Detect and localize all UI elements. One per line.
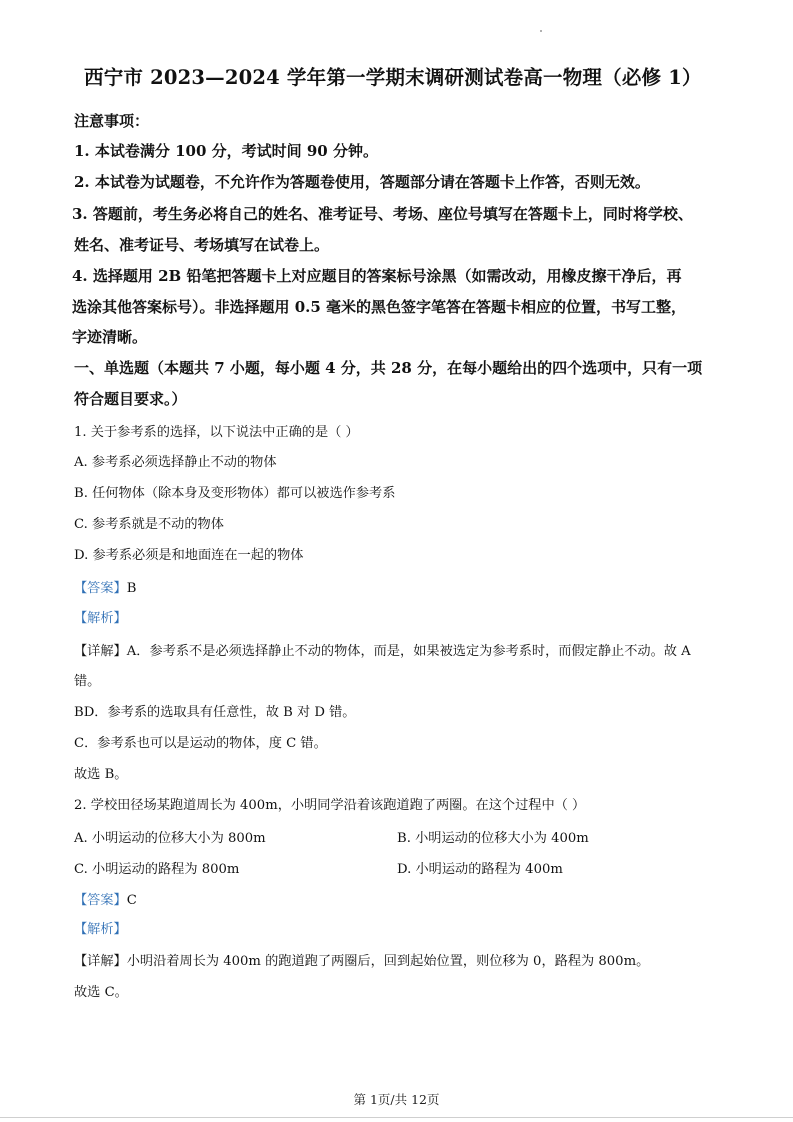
q2-detail-2: 故选 C。 (74, 985, 128, 1000)
q2-option-a: A. 小明运动的位移大小为 800m (74, 831, 266, 846)
q1-option-b: B. 任何物体（除本身及变形物体）都可以被选作参考系 (74, 486, 396, 501)
q1-stem: 1. 关于参考系的选择，以下说法中正确的是（ ） (74, 425, 359, 440)
notice-heading: 注意事项： (74, 112, 150, 130)
q1-detail-4: C．参考系也可以是运动的物体，度 C 错。 (74, 736, 327, 751)
q2-analysis-label: 【解析】 (74, 922, 127, 937)
q2-option-d: D. 小明运动的路程为 400m (397, 862, 563, 877)
section-heading-cont: 符合题目要求。） (74, 390, 187, 408)
q2-answer (74, 889, 137, 908)
notice-item-3-cont: 姓名、准考证号、考场填写在试卷上。 (74, 236, 330, 254)
q1-detail-3: BD．参考系的选取具有任意性，故 B 对 D 错。 (74, 705, 356, 720)
q2-answer-label: 【答案】 (74, 893, 127, 908)
q1-answer (74, 577, 136, 596)
notice-item-2: 2. 本试卷为试题卷，不允许作为答题卷使用，答题部分请在答题卡上作答，否则无效。 (74, 173, 650, 191)
q1-answer-label: 【答案】 (74, 581, 127, 596)
notice-item-3: 3. 答题前，考生务必将自己的姓名、准考证号、考场、座位号填写在答题卡上，同时将学校、 (72, 205, 693, 223)
q2-option-b: B. 小明运动的位移大小为 400m (397, 831, 589, 846)
page-title: 西宁市 2023—2024 学年第一学期末调研测试卷高一物理（必修 1） (84, 66, 702, 89)
q1-analysis-label: 【解析】 (74, 611, 127, 626)
q2-option-c: C. 小明运动的路程为 800m (74, 862, 240, 877)
q2-answer-value: C (126, 893, 137, 908)
notice-item-1: 1. 本试卷满分 100 分，考试时间 90 分钟。 (74, 142, 378, 160)
q1-option-c: C. 参考系就是不动的物体 (74, 517, 224, 532)
page-footer: 第 1页/共 12页 (353, 1092, 440, 1107)
q1-answer-value: B (126, 581, 137, 596)
footer-divider (0, 1117, 793, 1118)
notice-item-4-end: 字迹清晰。 (72, 328, 148, 346)
q2-stem: 2. 学校田径场某跑道周长为 400m，小明同学沿着该跑道跑了两圈。在这个过程中（ ） (74, 798, 586, 813)
q1-detail-2: 错。 (74, 674, 101, 689)
q1-option-d: D. 参考系必须是和地面连在一起的物体 (74, 548, 304, 563)
notice-item-4-cont: 选涂其他答案标号）。非选择题用 0.5 毫米的黑色签字笔答在答题卡相应的位置，书写工整， (72, 298, 687, 316)
q1-detail-1: 【详解】A．参考系不是必须选择静止不动的物体，而是，如果被选定为参考系时，而假定静止不动。故 A (74, 644, 691, 659)
scan-dot (540, 30, 542, 32)
q1-detail-5: 故选 B。 (74, 767, 128, 782)
q2-detail-1: 【详解】小明沿着周长为 400m 的跑道跑了两圈后，回到起始位置，则位移为 0，路程为 800m。 (74, 954, 650, 969)
section-heading: 一、单选题（本题共 7 小题，每小题 4 分，共 28 分，在每小题给出的四个选项中，只有一项 (74, 359, 703, 377)
notice-item-4: 4. 选择题用 2B 铅笔把答题卡上对应题目的答案标号涂黑（如需改动，用橡皮擦干净后，再 (72, 267, 682, 285)
q1-option-a: A. 参考系必须选择静止不动的物体 (74, 455, 277, 470)
